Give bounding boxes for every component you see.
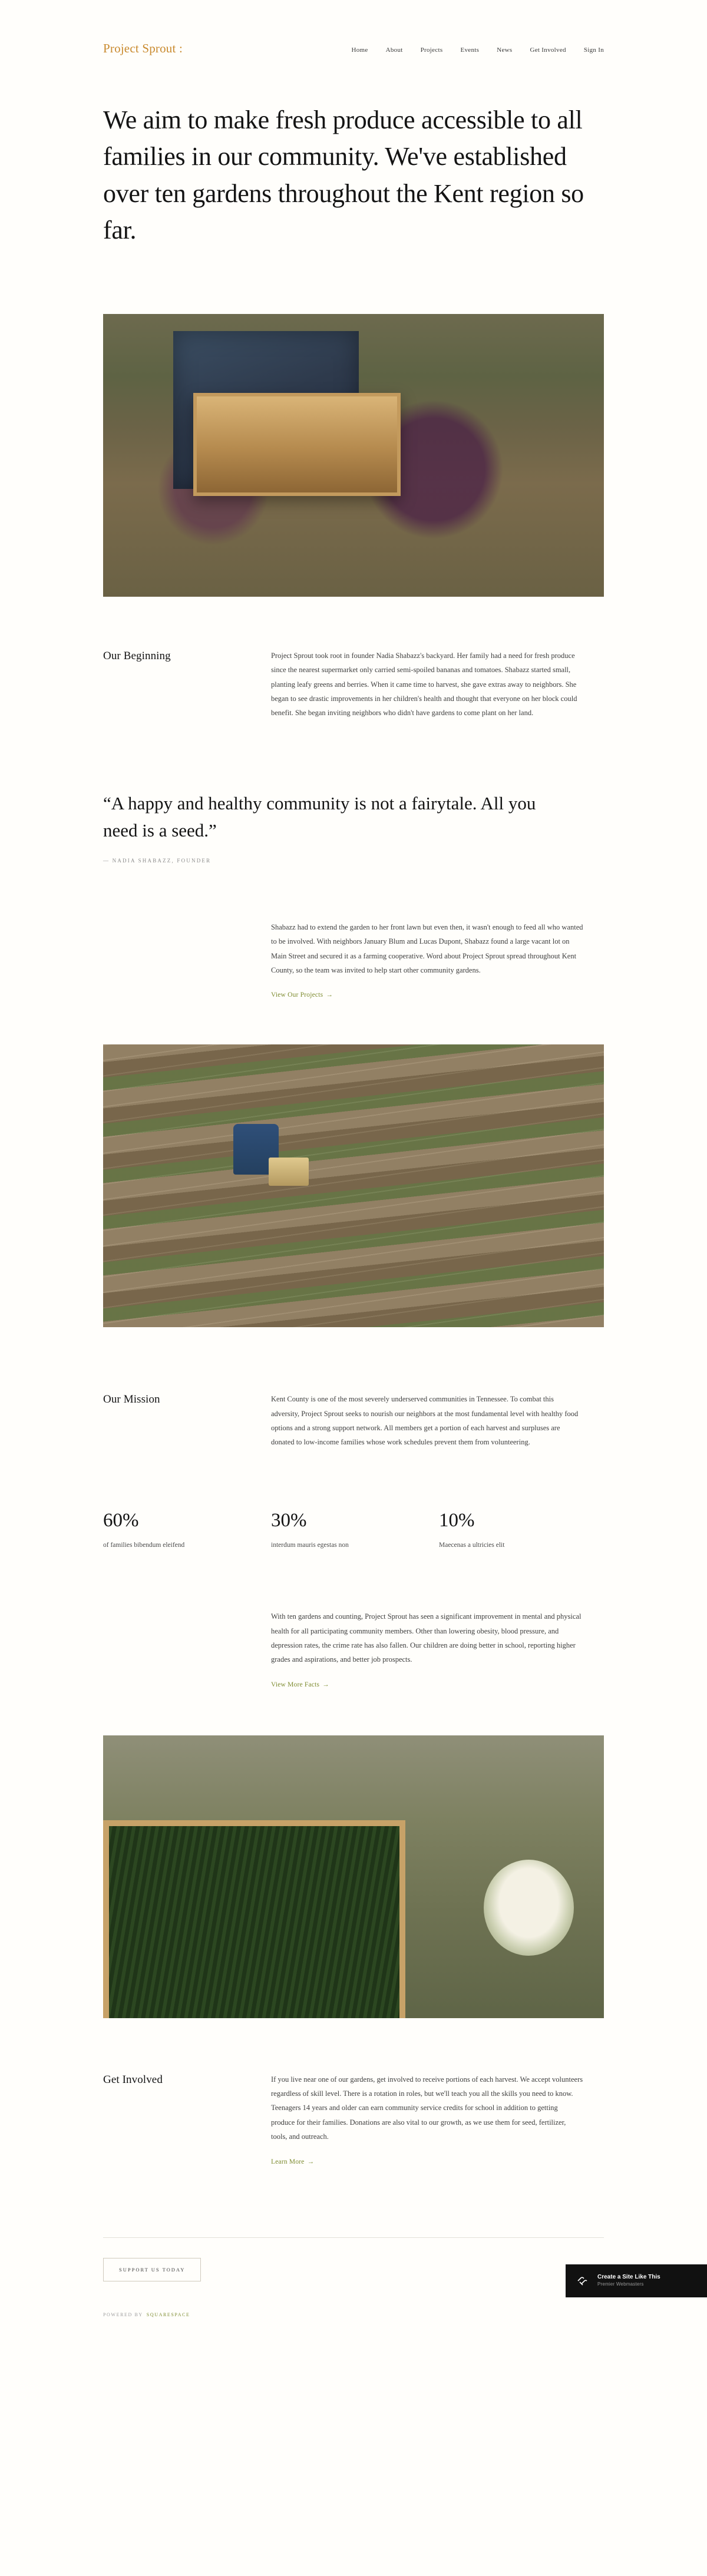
kale-crate-photo xyxy=(103,1735,604,2018)
arrow-right-icon: → xyxy=(326,991,333,999)
stat-value-2: 30% xyxy=(271,1509,307,1531)
cabbage-crate-photo xyxy=(103,314,604,597)
hero-section xyxy=(0,56,707,249)
layout-spacer xyxy=(103,1609,271,1689)
footer-credit xyxy=(103,2312,604,2317)
nav-item-get-involved[interactable]: Get Involved xyxy=(530,46,566,54)
site-brand[interactable]: Project Sprout : xyxy=(103,41,183,55)
section-pull-quote xyxy=(0,790,707,864)
nav-item-about[interactable]: About xyxy=(385,46,403,54)
section-our-beginning xyxy=(0,649,707,720)
section-heading-our-beginning: Our Beginning xyxy=(103,649,171,662)
section-heading-get-involved: Get Involved xyxy=(103,2073,163,2086)
arrow-right-icon: → xyxy=(307,2158,315,2165)
stat-caption-2: interdum mauris egestas non xyxy=(271,1541,349,1549)
view-more-facts-link-label: View More Facts xyxy=(271,1681,320,1688)
squarespace-link[interactable]: SQUARESPACE xyxy=(146,2312,190,2317)
pull-quote-attribution: — NADIA SHABAZZ, FOUNDER xyxy=(103,857,212,864)
layout-spacer xyxy=(103,920,271,1000)
stat-value-3: 10% xyxy=(439,1509,475,1531)
stat-caption-1: of families bibendum eleifend xyxy=(103,1541,185,1549)
section-body-cooperative: Shabazz had to extend the garden to her front lawn but even then, it wasn't enough to feed all who wanted to be involved. With neighbors January Blum and Lucas Dupont, Shabazz found a large vacant lot on Main Street and secured it as a farming cooperative. Word about Project Sprout spread throughout Kent County, so the team was invited to help start other community gardens. xyxy=(271,922,583,974)
section-get-involved xyxy=(0,2072,707,2167)
nav-item-sign-in[interactable]: Sign In xyxy=(583,46,604,54)
nav-item-news[interactable]: News xyxy=(497,46,513,54)
page-title: We aim to make fresh produce accessible to all families in our community. We've established over ten gardens throughout the Kent region so far. xyxy=(103,105,584,245)
kale-image xyxy=(103,1735,604,2018)
main-navigation xyxy=(352,44,604,54)
squarespace-logo-icon xyxy=(576,2274,589,2287)
nav-item-projects[interactable]: Projects xyxy=(420,46,443,54)
section-body-our-beginning: Project Sprout took root in founder Nadia Shabazz's backyard. Her family had a need for fresh produce since the nearest supermarket only carried semi-spoiled bananas and tomatoes. Shabazz started small, planting leafy greens and berries. When it came time to harvest, she gave extras away to neighbors. She began to see drastic improvements in her children's health and thought that everyone on her block could benefit. She began inviting neighbors who didn't have gardens to come plant on her land. xyxy=(271,651,577,717)
footer-divider xyxy=(103,2237,604,2238)
learn-more-link[interactable] xyxy=(271,2158,314,2165)
stat-value-1: 60% xyxy=(103,1509,139,1531)
hero-image xyxy=(103,314,604,597)
learn-more-link-label: Learn More xyxy=(271,2158,305,2165)
section-body-facts: With ten gardens and counting, Project Sprout has seen a significant improvement in mental and physical health for all participating community members. Other than lowering obesity, blood pressure, and depression rates, the crime rate has also fallen. Our children are doing better in school, reporting higher grades and aspirations, and better job prospects. xyxy=(271,1612,582,1664)
view-more-facts-link[interactable] xyxy=(271,1681,329,1688)
view-projects-link-label: View Our Projects xyxy=(271,991,323,999)
section-heading-our-mission: Our Mission xyxy=(103,1393,160,1406)
site-promo-badge[interactable] xyxy=(566,2264,707,2297)
pull-quote-text: “A happy and healthy community is not a fairytale. All you need is a seed.” xyxy=(103,792,536,841)
badge-text-group xyxy=(597,2273,660,2287)
field-image xyxy=(103,1044,604,1327)
stat-item-3 xyxy=(439,1511,607,1550)
section-body-our-mission: Kent County is one of the most severely underserved communities in Tennessee. To combat this adversity, Project Sprout seeks to nourish our neighbors at the most fundamental level with healthy food options and a strong support network. All members get a portion of each harvest and surpluses are donated to low-income families whose work schedules prevent them from volunteering. xyxy=(271,1395,579,1447)
section-body-get-involved: If you live near one of our gardens, get involved to receive portions of each harvest. We accept volunteers regardless of skill level. There is a rotation in roles, but we'll teach you all the skills you need to know. Teenagers 14 years and older can earn community service credits for school in addition to getting produce for their families. Donations are also vital to our growth, as we use them for seed, fertilizer, tools, and outreach. xyxy=(271,2075,583,2141)
section-our-mission xyxy=(0,1392,707,1450)
support-us-button[interactable]: SUPPORT US TODAY xyxy=(103,2258,201,2281)
nav-item-events[interactable]: Events xyxy=(460,46,480,54)
statistics-row xyxy=(0,1511,707,1550)
garden-rows-photo xyxy=(103,1044,604,1327)
powered-by-label: POWERED BY xyxy=(103,2312,143,2317)
badge-title: Create a Site Like This xyxy=(597,2274,660,2281)
stat-caption-3: Maecenas a ultricies elit xyxy=(439,1541,505,1549)
badge-subtitle: Premier Webmasters xyxy=(597,2281,644,2287)
nav-item-home[interactable]: Home xyxy=(351,46,368,54)
section-cooperative xyxy=(0,920,707,1000)
section-facts xyxy=(0,1609,707,1689)
arrow-right-icon: → xyxy=(322,1681,329,1688)
stat-item-1 xyxy=(103,1511,271,1550)
view-projects-link[interactable] xyxy=(271,991,333,998)
stat-item-2 xyxy=(271,1511,439,1550)
site-header xyxy=(0,0,707,56)
